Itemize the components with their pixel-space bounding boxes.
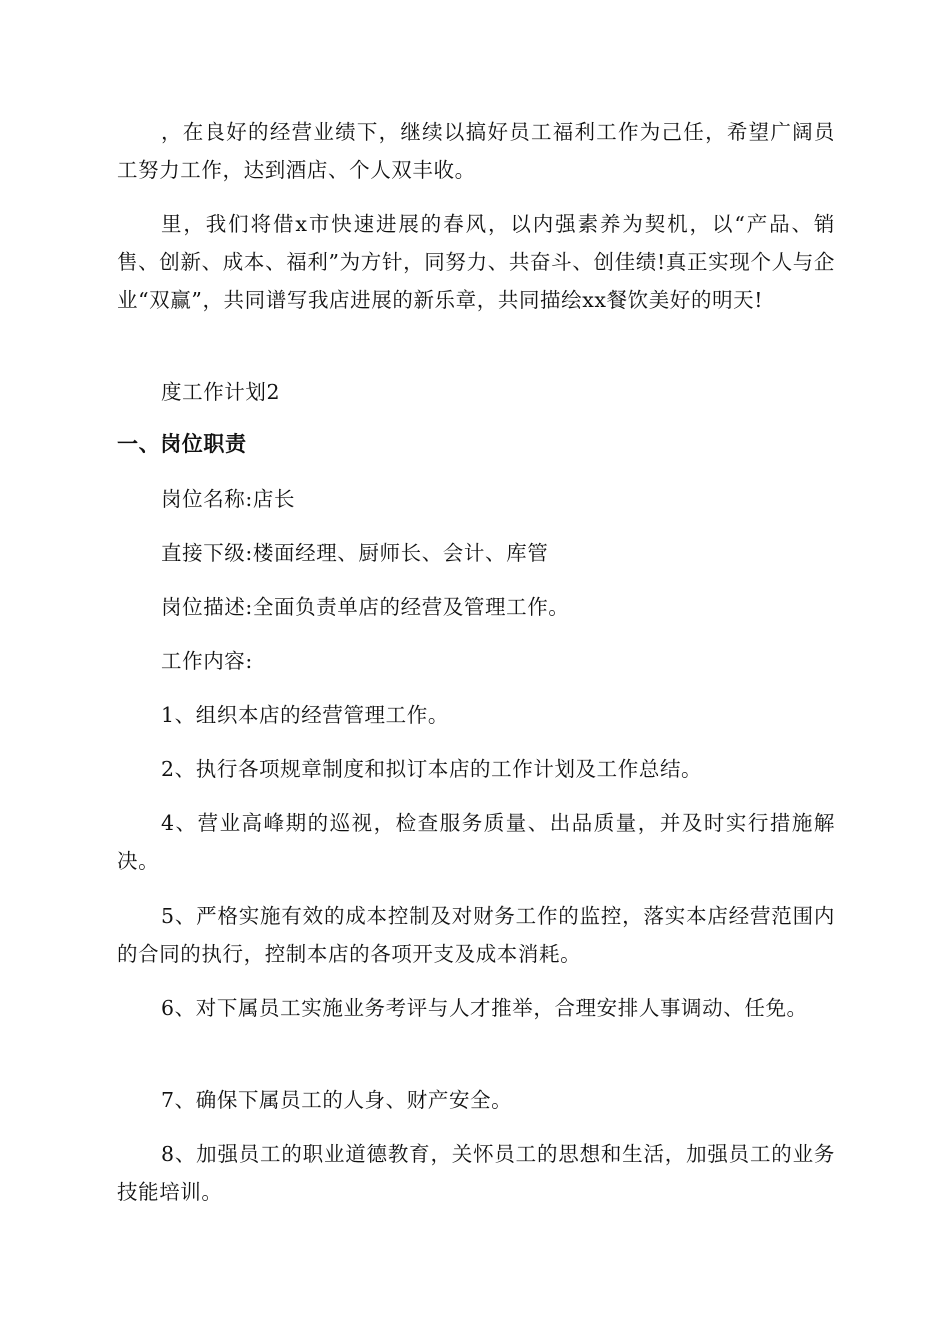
list-item-8: 8、加强员工的职业道德教育，关怀员工的思想和生活，加强员工的业务技能培训。 [117, 1142, 835, 1204]
list-item-2: 2、执行各项规章制度和拟订本店的工作计划及工作总结。 [161, 757, 703, 781]
paragraph-outlook: 里，我们将借x市快速进展的春风，以内强素养为契机，以“产品、销售、创新、成本、福利”为方针，同努力、共奋斗、创佳绩!真正实现个人与企业“双赢”，共同谱写我店进展的新乐章，共同描绘xx餐饮美好的明天! [117, 212, 835, 312]
section-heading-job-duties: 一、岗位职责 [117, 432, 247, 456]
list-item-6: 6、对下属员工实施业务考评与人才推举，合理安排人事调动、任免。 [161, 996, 808, 1020]
direct-subordinates-line: 直接下级:楼面经理、厨师长、会计、库管 [161, 541, 549, 565]
job-description-line: 岗位描述:全面负责单店的经营及管理工作。 [161, 595, 570, 619]
job-title-line: 岗位名称:店长 [161, 487, 296, 511]
list-item-1: 1、组织本店的经营管理工作。 [161, 703, 449, 727]
work-content-label: 工作内容: [161, 649, 253, 673]
list-item-5: 5、严格实施有效的成本控制及对财务工作的监控，落实本店经营范围内的合同的执行，控制本店的各项开支及成本消耗。 [117, 904, 835, 966]
list-item-7: 7、确保下属员工的人身、财产安全。 [161, 1088, 513, 1112]
paragraph-welfare: ，在良好的经营业绩下，继续以搞好员工福利工作为己任，希望广阔员工努力工作，达到酒店、个人双丰收。 [117, 120, 835, 182]
section-subtitle: 度工作计划2 [161, 380, 281, 404]
list-item-4: 4、营业高峰期的巡视，检查服务质量、出品质量，并及时实行措施解决。 [117, 811, 835, 873]
